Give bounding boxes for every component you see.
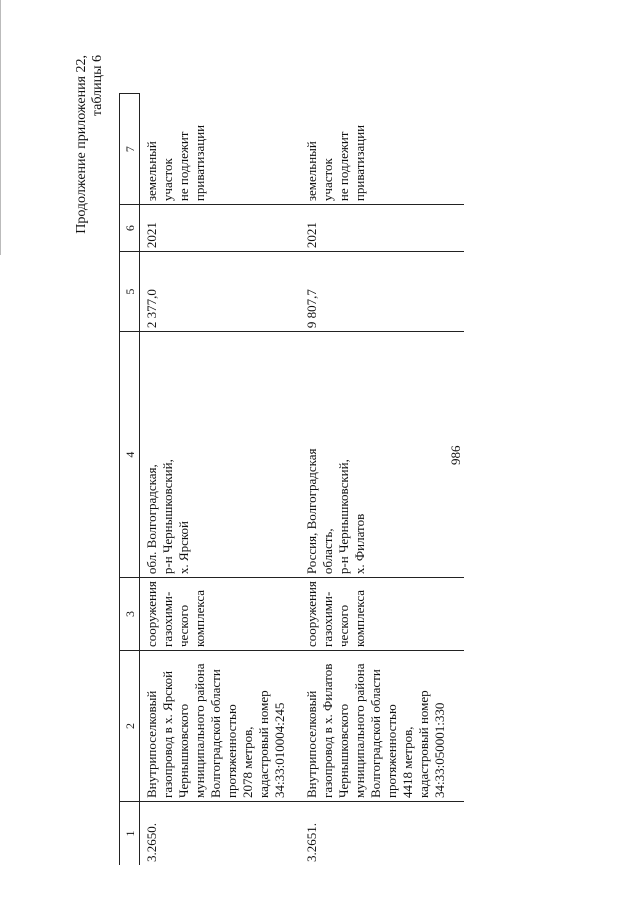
table-header-row [120,94,140,865]
object-type: сооружения газохими- ческого комплекса [300,578,464,651]
continuation-heading [74,55,106,315]
object-status: земельный участок не подлежит приватизации [300,94,464,205]
object-value: 2 377,0 [140,252,301,332]
page-number: 986 [448,445,463,465]
object-value: 9 807,7 [300,252,464,332]
column-header: 6 [120,205,140,252]
column-header: 3 [120,578,140,651]
object-status: земельный участок не подлежит приватизации [140,94,301,205]
column-header: 4 [120,332,140,578]
table-row [300,94,464,865]
row-number: 3.2651. [304,823,319,862]
divider [0,0,1,255]
column-header: 2 [120,651,140,802]
continuation-line-2: таблицы 6 [90,55,105,117]
object-year: 2021 [140,205,301,252]
registry-table [119,93,464,865]
table-row [140,94,301,865]
object-address: обл. Волгоградская, р-н Чернышковский, х. Ярской [140,332,301,578]
column-header: 7 [120,94,140,205]
object-address: Россия, Волгоградская область, р-н Чернышковский, х. Филатов [300,332,464,578]
continuation-line-1: Продолжение приложения 22, [74,55,89,234]
row-number: 3.2650. [144,823,159,862]
column-header: 1 [120,802,140,866]
object-year: 2021 [300,205,464,252]
object-name: Внутрипоселковый газопровод в х. Ярской Чернышковского муниципального района Волгоградской области протяженностью 2078 метров, кадастровый номер 34:33:010004:245 [140,651,301,802]
object-name: Внутрипоселковый газопровод в х. Филатов Чернышковского муниципального района Волгоградской области протяженностью 4418 метров, кадастровый номер 34:33:050001:330 [300,651,464,802]
column-header: 5 [120,252,140,332]
object-type: сооружения газохими- ческого комплекса [140,578,301,651]
